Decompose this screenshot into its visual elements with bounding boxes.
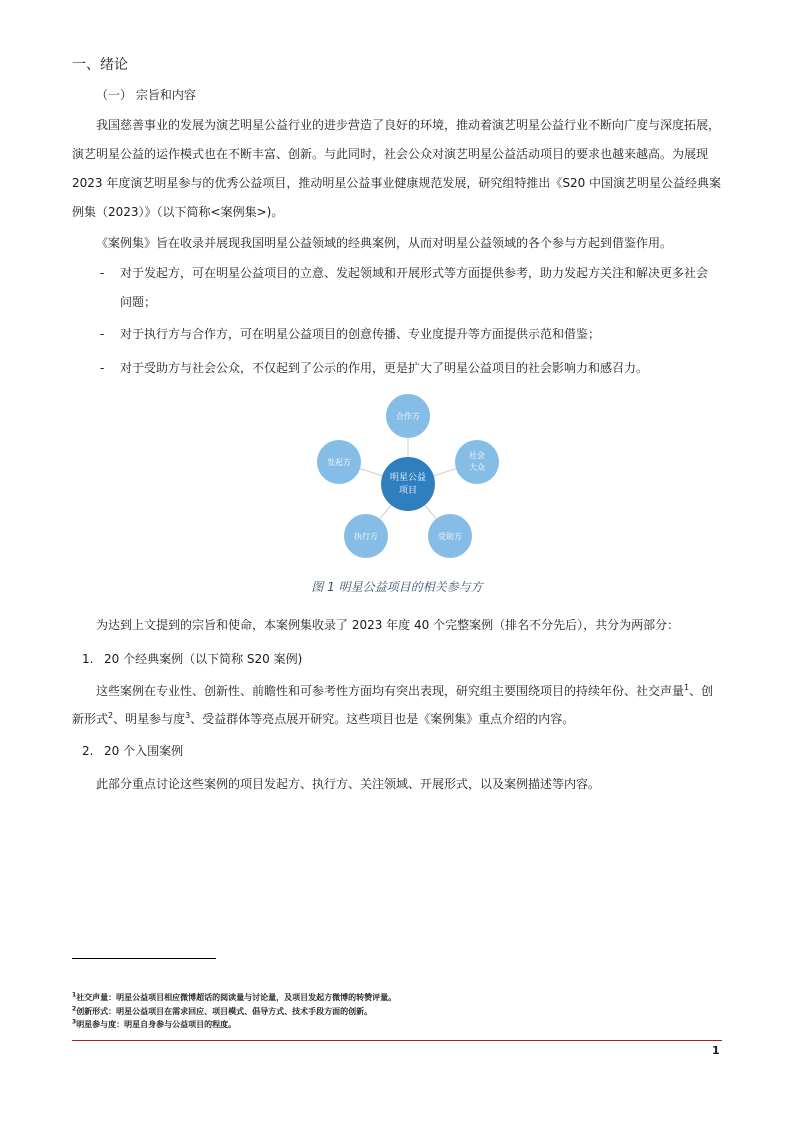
part1-number: 1. [82, 652, 94, 666]
footnote-divider [72, 958, 216, 959]
footer-divider [72, 1040, 722, 1041]
part1-desc-line-2 [72, 705, 574, 734]
node-beneficiary [428, 514, 472, 558]
intro-line-3: 2023 年度演艺明星参与的优秀公益项目，推动明星公益事业健康规范发展，研究组特推出《S20 中国演艺明星公益经典案 [72, 176, 722, 190]
footnote-ref-2: 2 [108, 711, 114, 720]
section-heading: 一、绪论 [72, 57, 128, 73]
part2-number: 2. [82, 744, 94, 758]
figure-caption: 图 1 明星公益项目的相关参与方 [311, 580, 483, 594]
footnote-1-number: 1 [72, 991, 77, 999]
node-partner [386, 394, 430, 438]
node-center [381, 457, 435, 511]
purpose-paragraph: 《案例集》旨在收录并展现我国明星公益领域的经典案例，从而对明星公益领域的各个参与方起到借鉴作用。 [96, 236, 673, 250]
part2-desc: 此部分重点讨论这些案例的项目发起方、执行方、关注领域、开展形式，以及案例描述等内容。 [96, 777, 601, 791]
footnote-ref-1: 1 [684, 683, 690, 692]
bullet-marker: - [100, 361, 105, 375]
part1-desc-text: 、创 [689, 684, 714, 698]
node-beneficiary-label: 受助方 [438, 532, 462, 541]
node-public [455, 440, 499, 484]
summary-paragraph: 为达到上文提到的宗旨和使命，本案例集收录了 2023 年度 40 个完整案例（排名不分先后），共分为两部分： [96, 618, 680, 632]
part1-desc-line-1 [96, 677, 713, 706]
node-initiator [317, 440, 361, 484]
footnote-1 [72, 992, 396, 1003]
subsection-heading: （一） 宗旨和内容 [96, 88, 196, 102]
node-center-circle [381, 457, 435, 511]
part2-title: 20 个入围案例 [104, 744, 184, 758]
node-public-label-1: 社会 [469, 451, 485, 460]
bullet-1-line-2: 问题； [120, 295, 157, 309]
footnote-3 [72, 1019, 236, 1030]
page-number: 1 [712, 1044, 720, 1057]
node-executor-label: 执行方 [354, 532, 378, 541]
bullet-2-line-1: 对于执行方与合作方，可在明星公益项目的创意传播、专业度提升等方面提供示范和借鉴； [120, 327, 601, 341]
node-center-label-1: 明星公益 [389, 473, 427, 483]
footnote-2 [72, 1006, 372, 1017]
intro-line-1: 我国慈善事业的发展为演艺明星公益行业的进步营造了良好的环境，推动着演艺明星公益行业不断向广度与深度拓展， [96, 118, 721, 132]
part1-desc-text: 、明星参与度 [113, 712, 186, 726]
bullet-1-line-1: 对于发起方，可在明星公益项目的立意、发起领域和开展形式等方面提供参考，助力发起方关注和解决更多社会 [120, 266, 709, 280]
part1-desc-text: 、受益群体等亮点展开研究。这些项目也是《案例集》重点介绍的内容。 [190, 712, 575, 726]
node-initiator-label: 发起方 [327, 458, 351, 467]
footnote-2-number: 2 [72, 1005, 77, 1013]
part1-desc-text: 新形式 [72, 712, 109, 726]
bullet-marker: - [100, 327, 105, 341]
node-center-label-2: 项目 [398, 486, 418, 496]
part1-title: 20 个经典案例（以下简称 S20 案例) [104, 652, 303, 666]
footnote-1-text: 社交声量：明星公益项目相应微博超话的阅读量与讨论量，及项目发起方微博的转赞评量。 [76, 993, 397, 1002]
node-public-label-2: 大众 [469, 463, 485, 472]
intro-line-2: 演艺明星公益的运作模式也在不断丰富、创新。与此同时，社会公众对演艺明星公益活动项目的要求也越来越高。为展现 [72, 147, 709, 161]
node-partner-label: 合作方 [396, 412, 420, 421]
footnote-3-text: 明星参与度：明星自身参与公益项目的程度。 [76, 1020, 237, 1029]
footnote-2-text: 创新形式：明星公益项目在需求回应、项目模式、倡导方式、技术手段方面的创新。 [76, 1007, 373, 1016]
node-executor [344, 514, 388, 558]
node-public-circle [455, 440, 499, 484]
intro-line-4: 例集（2023）》（以下简称<案例集>)。 [72, 205, 284, 219]
bullet-marker: - [100, 266, 105, 280]
footnote-3-number: 3 [72, 1018, 77, 1026]
footnote-ref-3: 3 [185, 711, 191, 720]
part1-desc-text: 这些案例在专业性、创新性、前瞻性和可参考性方面均有突出表现，研究组主要围绕项目的持续年份、社交声量 [96, 684, 685, 698]
bullet-3-line-1: 对于受助方与社会公众，不仅起到了公示的作用，更是扩大了明星公益项目的社会影响力和感召力。 [120, 361, 649, 375]
